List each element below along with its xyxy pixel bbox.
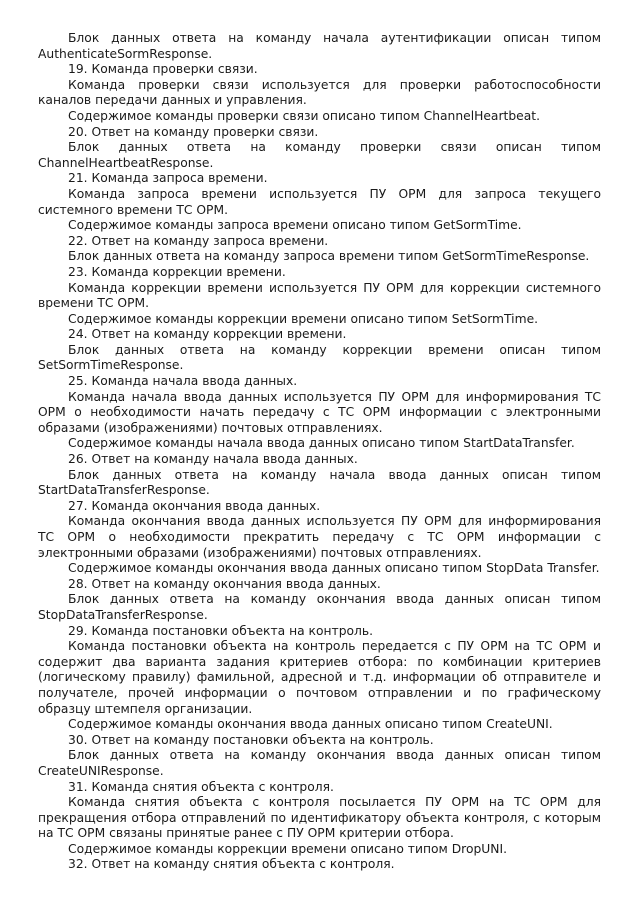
section-heading: 30. Ответ на команду постановки объекта на контроль. [68,732,434,747]
paragraph: Команда проверки связи используется для проверки работоспособности каналов передачи данных и управления. [38,77,601,108]
paragraph: Блок данных ответа на команду коррекции времени описан типом SetSormTimeResponse. [38,342,601,373]
section-heading: 27. Команда окончания ввода данных. [68,498,321,513]
paragraph: Блок данных ответа на команду начала ввода данных описан типом StartDataTransferResponse. [38,467,601,498]
section-heading: 20. Ответ на команду проверки связи. [68,124,319,139]
paragraph: Команда постановки объекта на контроль передается с ПУ ОРМ на ТС ОРМ и содержит два варианта задания критериев отбора: по комбинации критериев (логическому правилу) фамильной, адресной и т.д. информации об отправителе и получателе, прочей информации о почтовом отправлении и по графическому образцу штемпеля организации. [38,639,601,716]
paragraph: Команда снятия объекта с контроля посылается ПУ ОРМ на ТС ОРМ для прекращения отбора отправлений по идентификатору объекта контроля, с которым на ТС ОРМ связаны принятые ранее с ПУ ОРМ критерии отбора. [38,795,601,841]
paragraph: Содержимое команды коррекции времени описано типом SetSormTime. [68,311,539,326]
section-heading: 28. Ответ на команду окончания ввода данных. [68,576,381,591]
paragraph: Команда коррекции времени используется ПУ ОРМ для коррекции системного времени ТС ОРМ. [38,280,601,311]
paragraph: Содержимое команды коррекции времени описано типом DropUNI. [68,841,508,856]
paragraph: Блок данных ответа на команду окончания ввода данных описан типом StopDataTransferResponse. [38,592,601,622]
paragraph: Блок данных ответа на команду начала аутентификации описан типом AuthenticateSormResponse. [38,31,601,61]
paragraph: Блок данных ответа на команду окончания ввода данных описан типом CreateUNIResponse. [38,748,601,778]
paragraph: Блок данных ответа на команду проверки связи описан типом ChannelHeartbeatResponse. [38,140,601,170]
paragraph: Содержимое команды окончания ввода данных описано типом CreateUNI. [68,717,553,732]
section-heading: 32. Ответ на команду снятия объекта с контроля. [68,857,395,872]
section-heading: 31. Команда снятия объекта с контроля. [68,779,334,794]
section-heading: 21. Команда запроса времени. [68,171,268,186]
paragraph: Блок данных ответа на команду запроса времени типом GetSormTimeResponse. [68,249,590,264]
section-heading: 19. Команда проверки связи. [68,62,258,77]
section-heading: 24. Ответ на команду коррекции времени. [68,327,347,342]
paragraph: Команда запроса времени используется ПУ ОРМ для запроса текущего системного времени ТС ОРМ. [38,186,601,217]
section-heading: 25. Команда начала ввода данных. [68,374,298,389]
paragraph: Команда начала ввода данных используется ПУ ОРМ для информирования ТС ОРМ о необходимости начать передачу с ТС ОРМ информации с электронными образами (изображениями) почтовых отправлениях. [38,389,601,435]
paragraph: Содержимое команды начала ввода данных описано типом StartDataTransfer. [68,436,575,451]
section-heading: 22. Ответ на команду запроса времени. [68,233,329,248]
paragraph: Команда окончания ввода данных используется ПУ ОРМ для информирования ТС ОРМ о необходимости прекратить передачу с ТС ОРМ информации с электронными образами (изображениями) почтовых отправлениях. [38,514,601,560]
document-page [38,31,601,873]
section-heading: 23. Команда коррекции времени. [68,264,286,279]
paragraph: Содержимое команды проверки связи описано типом ChannelHeartbeat. [68,108,540,123]
paragraph: Содержимое команды окончания ввода данных описано типом StopData Transfer. [68,561,600,576]
paragraph: Содержимое команды запроса времени описано типом GetSormTime. [68,218,522,233]
section-heading: 29. Команда постановки объекта на контроль. [68,623,374,638]
section-heading: 26. Ответ на команду начала ввода данных. [68,452,358,467]
